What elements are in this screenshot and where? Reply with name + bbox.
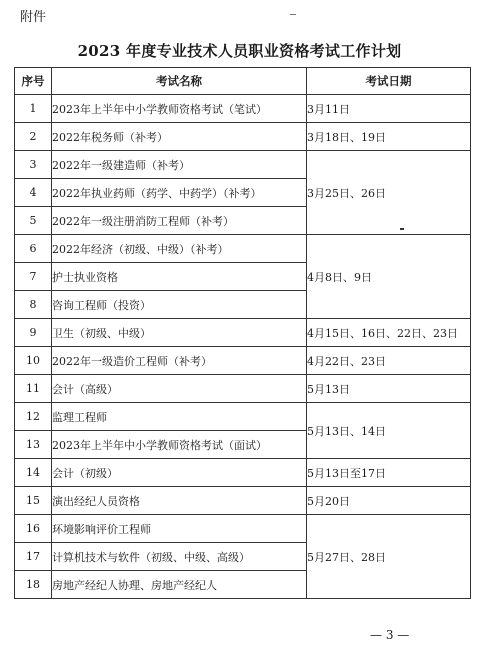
table-header-row bbox=[15, 68, 471, 95]
row-seq: 7 bbox=[15, 263, 52, 291]
page-number: — 3 — bbox=[370, 628, 410, 642]
scan-mark bbox=[290, 14, 296, 15]
table-row bbox=[15, 123, 471, 151]
attachment-label: 附件 bbox=[20, 10, 47, 25]
row-exam-name: 2022年一级造价工程师（补考） bbox=[52, 347, 307, 375]
row-seq: 5 bbox=[15, 207, 52, 235]
row-exam-date: 5月13日、14日 bbox=[307, 403, 471, 459]
scan-mark bbox=[400, 228, 404, 230]
row-seq: 10 bbox=[15, 347, 52, 375]
row-exam-name: 2022年一级建造师（补考） bbox=[52, 151, 307, 179]
document-title: 2023 年度专业技术人员职业资格考试工作计划 bbox=[77, 42, 402, 60]
table-row bbox=[15, 151, 471, 179]
row-exam-date: 5月27日、28日 bbox=[307, 515, 471, 599]
row-exam-name: 2023年上半年中小学教师资格考试（面试） bbox=[52, 431, 307, 459]
row-exam-date: 3月25日、26日 bbox=[307, 151, 471, 235]
table-row bbox=[15, 459, 471, 487]
row-exam-date: 4月22日、23日 bbox=[307, 347, 471, 375]
row-seq: 14 bbox=[15, 459, 52, 487]
row-exam-date: 4月15日、16日、22日、23日 bbox=[307, 319, 471, 347]
row-exam-date: 4月8日、9日 bbox=[307, 235, 471, 319]
row-seq: 9 bbox=[15, 319, 52, 347]
row-seq: 15 bbox=[15, 487, 52, 515]
row-exam-name: 咨询工程师（投资） bbox=[52, 291, 307, 319]
row-seq: 4 bbox=[15, 179, 52, 207]
row-seq: 12 bbox=[15, 403, 52, 431]
row-exam-name: 2022年经济（初级、中级）（补考） bbox=[52, 235, 307, 263]
row-exam-name: 环境影响评价工程师 bbox=[52, 515, 307, 543]
row-seq: 17 bbox=[15, 543, 52, 571]
row-seq: 2 bbox=[15, 123, 52, 151]
row-exam-name: 卫生（初级、中级） bbox=[52, 319, 307, 347]
row-exam-name: 会计（初级） bbox=[52, 459, 307, 487]
row-exam-date: 5月20日 bbox=[307, 487, 471, 515]
row-exam-name: 护士执业资格 bbox=[52, 263, 307, 291]
row-exam-name: 计算机技术与软件（初级、中级、高级） bbox=[52, 543, 307, 571]
row-seq: 18 bbox=[15, 571, 52, 599]
row-exam-name: 2022年执业药师（药学、中药学）（补考） bbox=[52, 179, 307, 207]
row-seq: 6 bbox=[15, 235, 52, 263]
row-seq: 3 bbox=[15, 151, 52, 179]
row-exam-date: 5月13日至17日 bbox=[307, 459, 471, 487]
table-row bbox=[15, 487, 471, 515]
table-row bbox=[15, 403, 471, 431]
row-exam-date: 5月13日 bbox=[307, 375, 471, 403]
row-seq: 16 bbox=[15, 515, 52, 543]
row-exam-date: 3月11日 bbox=[307, 95, 471, 123]
row-exam-name: 房地产经纪人协理、房地产经纪人 bbox=[52, 571, 307, 599]
table-row bbox=[15, 347, 471, 375]
row-exam-name: 2022年税务师（补考） bbox=[52, 123, 307, 151]
row-exam-name: 监理工程师 bbox=[52, 403, 307, 431]
table-row bbox=[15, 515, 471, 543]
row-exam-name: 会计（高级） bbox=[52, 375, 307, 403]
row-exam-name: 演出经纪人员资格 bbox=[52, 487, 307, 515]
row-seq: 13 bbox=[15, 431, 52, 459]
header-seq: 序号 bbox=[15, 68, 52, 95]
table-row bbox=[15, 375, 471, 403]
table-row bbox=[15, 235, 471, 263]
row-exam-date: 3月18日、19日 bbox=[307, 123, 471, 151]
row-exam-name: 2022年一级注册消防工程师（补考） bbox=[52, 207, 307, 235]
header-exam-name: 考试名称 bbox=[52, 68, 307, 95]
row-exam-name: 2023年上半年中小学教师资格考试（笔试） bbox=[52, 95, 307, 123]
table-row bbox=[15, 95, 471, 123]
row-seq: 8 bbox=[15, 291, 52, 319]
header-exam-date: 考试日期 bbox=[307, 68, 471, 95]
row-seq: 11 bbox=[15, 375, 52, 403]
table-row bbox=[15, 319, 471, 347]
row-seq: 1 bbox=[15, 95, 52, 123]
exam-schedule-table bbox=[14, 67, 471, 599]
